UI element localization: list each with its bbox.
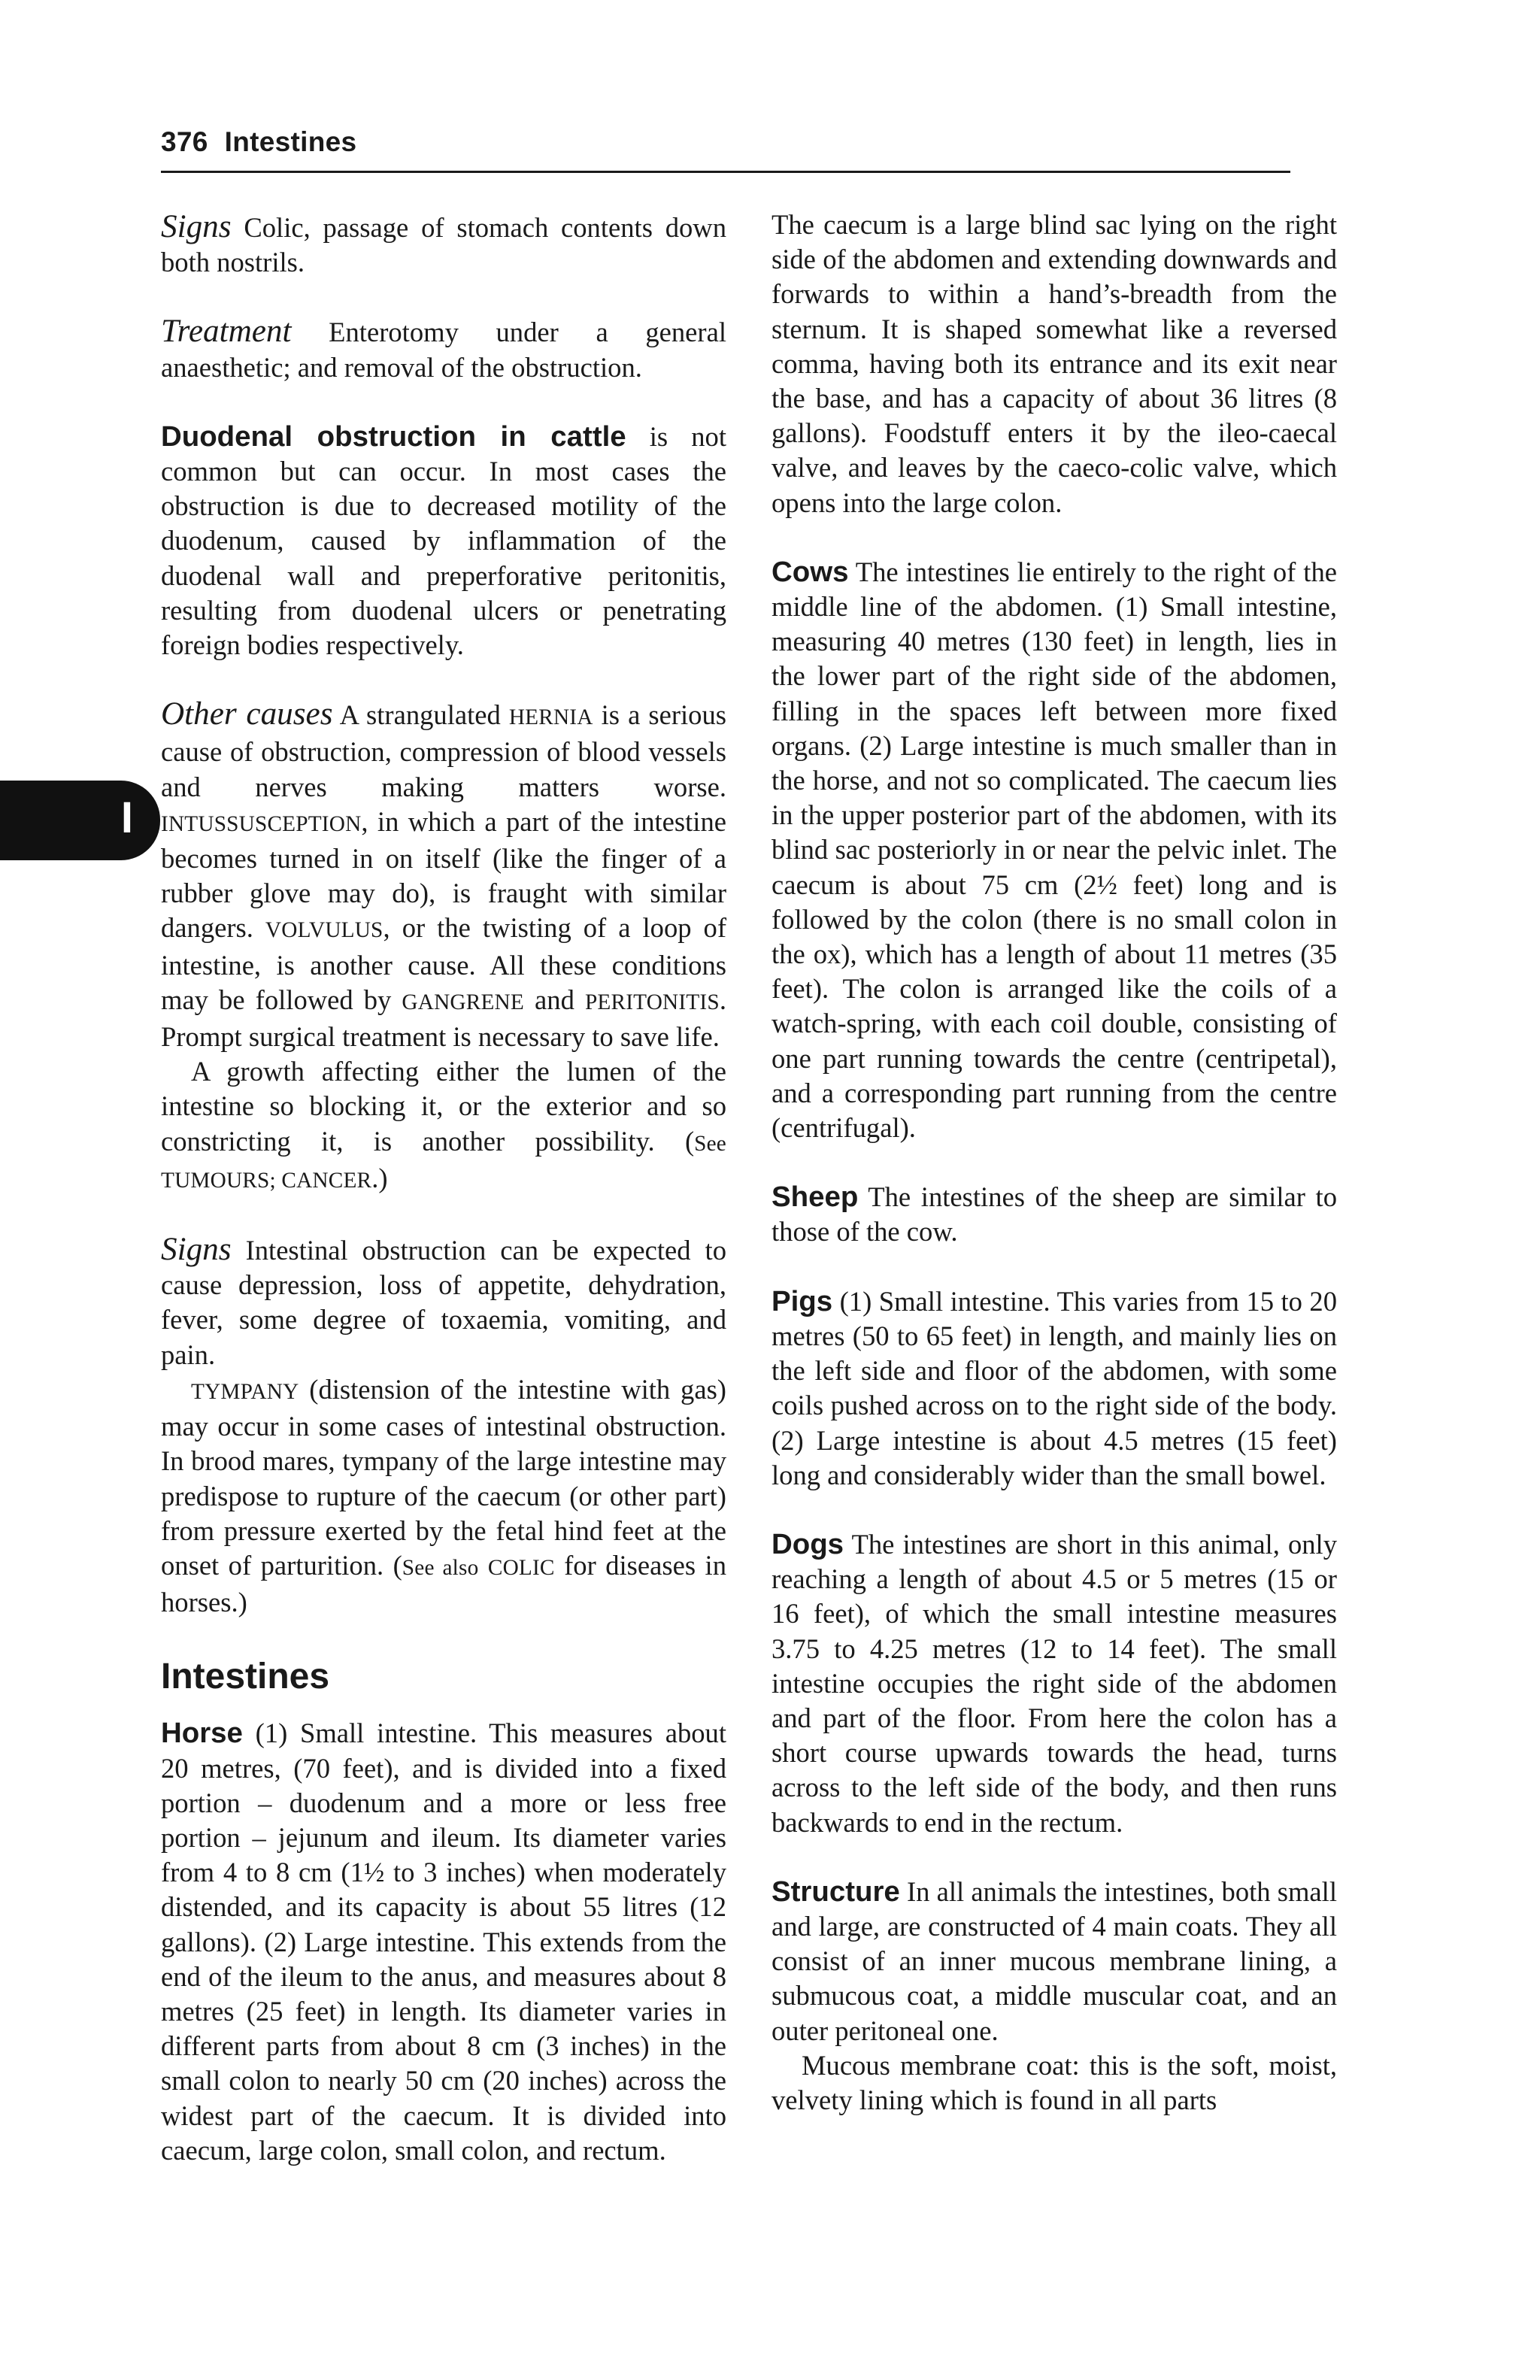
heading-duodenal-obstruction: Duodenal obstruction in cattle (161, 420, 626, 453)
heading-structure: Structure (772, 1875, 900, 1908)
heading-sheep: Sheep (772, 1181, 859, 1214)
xref-peritonitis: PERITONITIS (584, 990, 720, 1014)
paragraph-pigs: Pigs (1) Small intestine. This varies from 15 to 20 metres (50 to 65 feet) in length, and mainly lies on the left side and floor of the abdomen, with some coils pushed across on to the right side of the body. (2) Large intestine is about 4.5 metres (15 feet) long and considerably wider than the small bowel. (772, 1284, 1337, 1490)
paragraph-tympany: TYMPANY (distension of the intestine with gas) may occur in some cases of intestinal obstruction. In brood mares, tympany of the large intestine may predispose to rupture of the caecum (or other part) from pressure exerted by the fetal hind feet at the onset of parturition. (See also COLIC for diseases in horses.) (161, 1373, 726, 1618)
xref-tympany: TYMPANY (191, 1379, 299, 1404)
paragraph-caecum: The caecum is a large blind sac lying on the right side of the abdomen and extending downwards and forwards to within a hand’s-breadth from the sternum. It is shaped somewhat like a reversed comma, having both its entrance and its exit near the base, and has a capacity of about 36 litres (8 gallons). Foodstuff enters it by the ileo-caecal valve, and leaves by the caeco-colic valve, which opens into the large colon. (772, 209, 1337, 518)
right-column (772, 208, 1337, 2118)
running-header (161, 126, 1289, 158)
heading-treatment: Treatment (161, 314, 292, 350)
page-number: 376 (161, 126, 208, 157)
paragraph-structure: Structure In all animals the intestines, both small and large, are constructed of 4 main coats. They all consist of an inner mucous membrane lining, a submucous coat, a middle muscular coat, and an outer peritoneal one. (772, 1875, 1337, 2046)
heading-signs: Signs (161, 1232, 232, 1268)
paragraph-signs: Signs Colic, passage of stomach contents down both nostrils. (161, 209, 726, 278)
header-rule (161, 171, 1290, 173)
xref-hernia: HERNIA (508, 705, 593, 730)
paragraph-signs-obstruction: Signs Intestinal obstruction can be expected to cause depression, loss of appetite, dehydration, fever, some degree of toxaemia, vomiting, and pain. (161, 1232, 726, 1370)
heading-horse: Horse (161, 1717, 243, 1750)
heading-pigs: Pigs (772, 1284, 833, 1317)
heading-signs: Signs (161, 209, 232, 244)
paragraph-growth: A growth affecting either the lumen of the intestine so blocking it, or the exterior and so constricting it, is another possibility. (See TUMOURS; CANCER.) (161, 1056, 726, 1193)
paragraph-horse: Horse (1) Small intestine. This measures about 20 metres, (70 feet), and is divided into a fixed portion – duodenum and a more or less free portion – jejunum and ileum. Its diameter varies from 4 to 8 cm (1½ to 3 inches) when moderately distended, and its capacity is about 55 litres (12 gallons). (2) Large intestine. This extends from the end of the ileum to the anus, and measures about 8 metres (25 feet) in length. Its diameter varies in different parts from about 8 cm (3 inches) in the small colon to nearly 50 cm (20 inches) across the widest part of the caecum. It is divided into caecum, large colon, small colon, and rectum. (161, 1717, 726, 2166)
heading-cows: Cows (772, 555, 849, 588)
heading-other-causes: Other causes (161, 696, 333, 732)
paragraph-mucous-membrane: Mucous membrane coat: this is the soft, moist, velvety lining which is found in all parts (772, 2049, 1337, 2115)
thumb-index-tab (0, 781, 160, 860)
xref-volvulus: VOLVULUS (265, 918, 383, 943)
xref-tumours-cancer: TUMOURS; CANCER (161, 1168, 372, 1193)
paragraph-duodenal-obstruction: Duodenal obstruction in cattle is not common but can occur. In most cases the obstruction is due to decreased motility of the duodenum, caused by inflammation of the duodenal wall and preperforative peritonitis, resulting from duodenal ulcers or penetrating foreign bodies respectively. (161, 420, 726, 661)
heading-dogs: Dogs (772, 1527, 844, 1560)
paragraph-treatment: Treatment Enterotomy under a general anaesthetic; and removal of the obstruction. (161, 314, 726, 383)
xref-colic: COLIC (487, 1555, 555, 1580)
xref-gangrene: GANGRENE (402, 990, 524, 1014)
paragraph-dogs: Dogs The intestines are short in this animal, only reaching a length of about 4.5 or 5 metres (15 or 16 feet), of which the small intestine measures 3.75 to 4.25 metres (12 to 14 feet). The small intestine occupies the right side of the abdomen and part of the floor. From here the colon has a short course upwards towards the head, turns across to the left side of the body, and then runs backwards to end in the rectum. (772, 1527, 1337, 1838)
xref-intussusception: INTUSSUSCEPTION (161, 811, 362, 836)
running-title: Intestines (224, 126, 357, 157)
section-title: Intestines (161, 1657, 330, 1697)
thumb-index-letter: I (120, 793, 133, 842)
paragraph-sheep: Sheep The intestines of the sheep are similar to those of the cow. (772, 1181, 1337, 1248)
paragraph-other-causes: Other causes A strangulated HERNIA is a serious cause of obstruction, compression of blood vessels and nerves making matters worse. INTUSSUSCEPTION, in which a part of the intestine becomes turned in on itself (like the finger of a rubber glove may do), is fraught with similar dangers. VOLVULUS, or the twisting of a loop of intestine, is another cause. All these conditions may be followed by GANGRENE and PERITONITIS. Prompt surgical treatment is necessary to save life. (161, 696, 726, 1053)
paragraph-cows: Cows The intestines lie entirely to the right of the middle line of the abdomen. (1) Small intestine, measuring 40 metres (130 feet) in length, lies in the lower part of the right side of the abdomen, filling in the spaces left between more fixed organs. (2) Large intestine is much smaller than in the horse, and not so complicated. The caecum lies in the upper posterior part of the abdomen, with its blind sac posteriorly in or near the pelvic inlet. The caecum is about 75 cm (2½ feet) long and is followed by the colon (there is no small colon in the ox), which has a length of about 11 metres (35 feet). The colon is arranged like the coils of a watch-spring, with each coil double, consisting of one part running towards the centre (centripetal), and a corresponding part running from the centre (centrifugal). (772, 555, 1337, 1144)
left-column (161, 210, 726, 2168)
